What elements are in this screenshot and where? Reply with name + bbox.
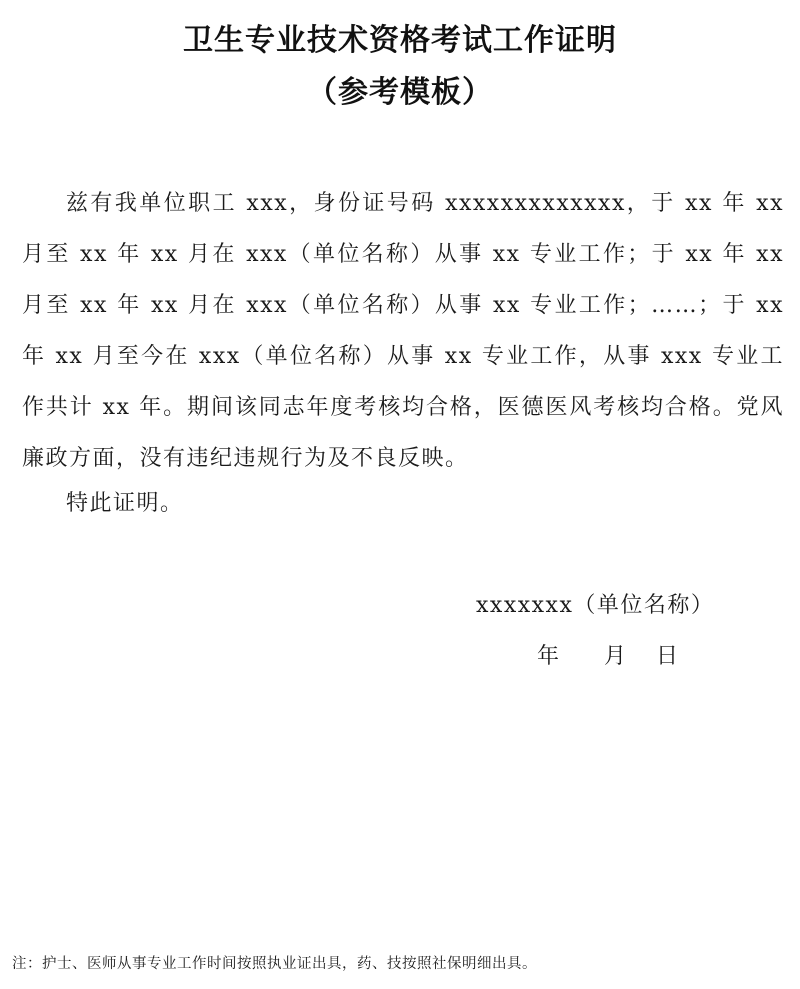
body-paragraph: 兹有我单位职工 xxx，身份证号码 xxxxxxxxxxxxx，于 xx 年 xx 月至 xx 年 xx 月在 xxx（单位名称）从事 xx 专业工作；于 xx 年 xx 月至 xx 年 xx 月在 xxx（单位名称）从事 xx 专业工作；……；于 xx 年 xx 月至今在 xxx（单位名称）从事 xx 专业工作，从事 xxx 专业工作共计 xx 年。期间该同志年度考核均合格，医德医风考核均合格。党风廉政方面，没有违纪违规行为及不良反映。 xyxy=(22,191,784,471)
document-subtitle: （参考模板） xyxy=(307,75,493,110)
closing-statement: 特此证明。 xyxy=(66,491,184,516)
date-year-label: 年 xyxy=(537,644,560,669)
date-day-label: 日 xyxy=(656,644,679,669)
footnote: 注：护士、医师从事专业工作时间按照执业证出具，药、技按照社保明细出具。 xyxy=(12,956,537,972)
certificate-body xyxy=(22,178,784,484)
document-title: 卫生专业技术资格考试工作证明 xyxy=(183,23,617,58)
issuing-unit-signature: xxxxxxx（单位名称） xyxy=(476,593,715,618)
date-month-label: 月 xyxy=(604,644,627,669)
